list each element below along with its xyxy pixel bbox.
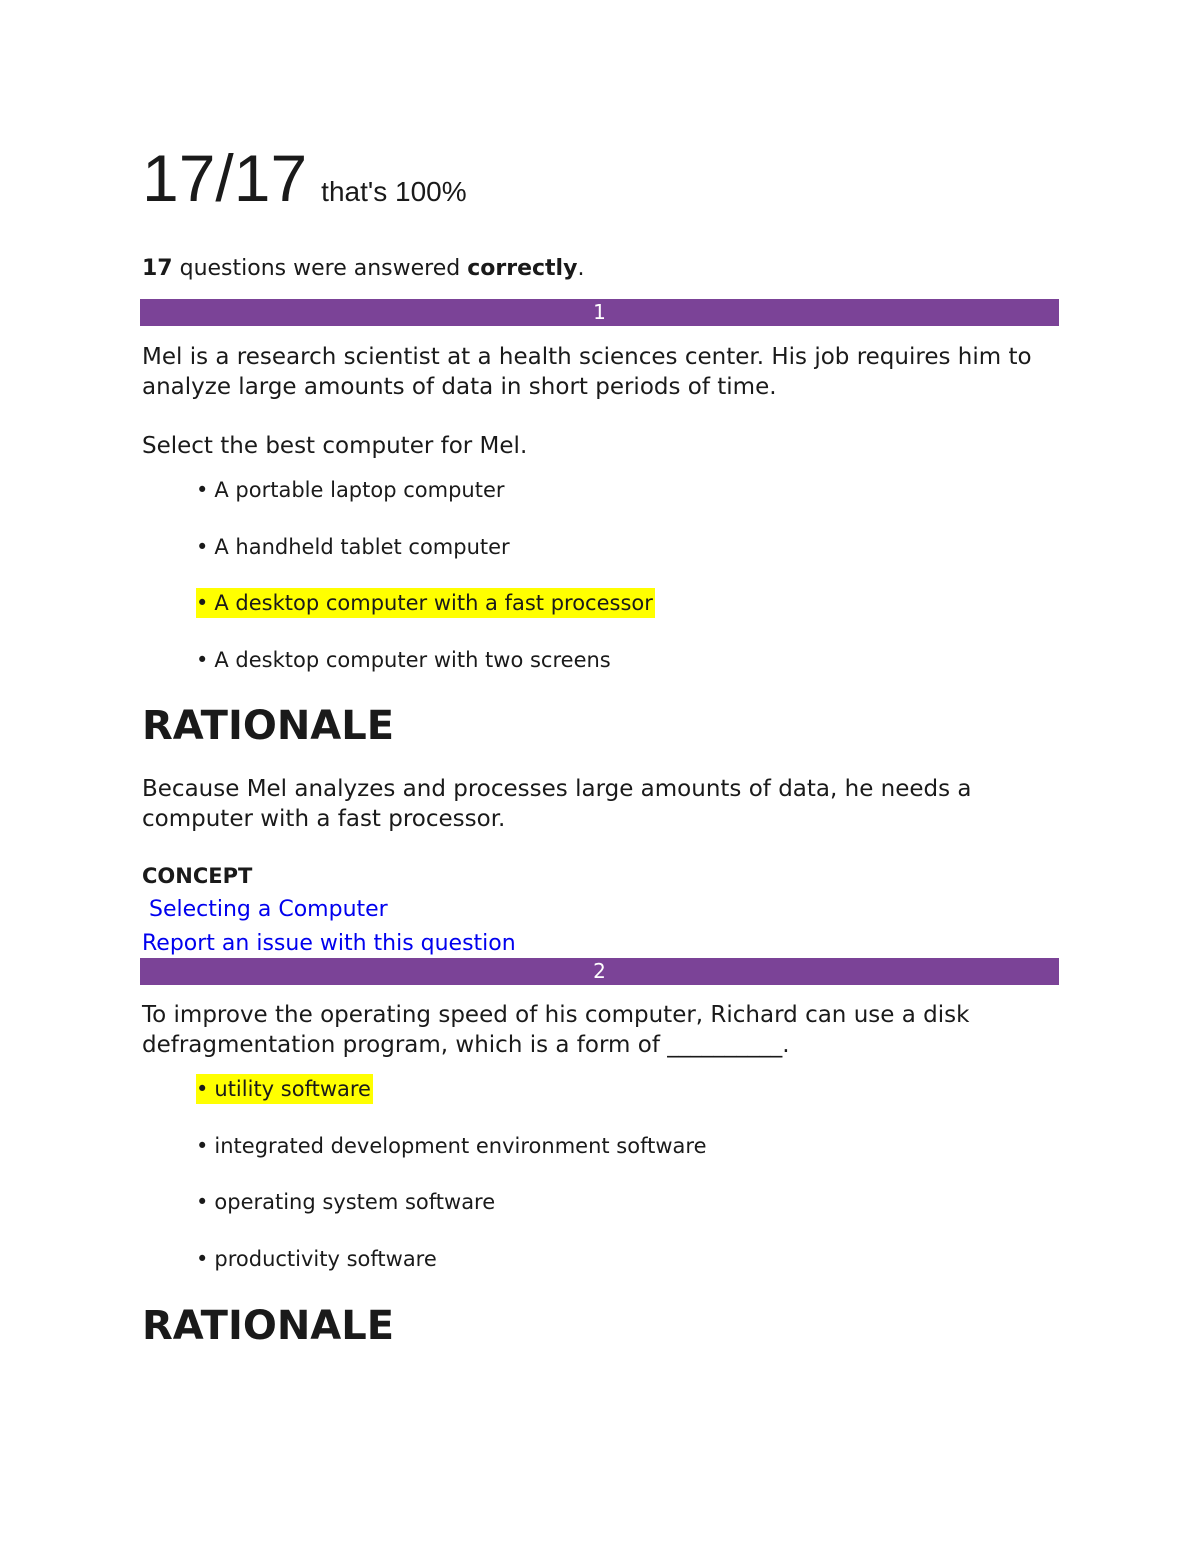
bullet-icon: • bbox=[196, 1247, 209, 1271]
bullet-icon: • bbox=[196, 535, 209, 559]
question-1-prompt: Mel is a research scientist at a health sciences center. His job requires him to analyze large amounts of data in short periods of time. bbox=[142, 344, 1032, 400]
option-item bbox=[196, 532, 510, 562]
question-1-instruction: Select the best computer for Mel. bbox=[142, 433, 528, 459]
bullet-icon: • bbox=[196, 1077, 209, 1101]
concept-label: CONCEPT bbox=[142, 864, 253, 888]
question-2-header-bar bbox=[140, 958, 1059, 985]
option-text: A desktop computer with a fast processor bbox=[214, 591, 653, 615]
bullet-icon: • bbox=[196, 1134, 209, 1158]
score-header bbox=[142, 140, 467, 216]
summary-middle: questions were answered bbox=[172, 256, 468, 281]
concept-link[interactable]: Selecting a Computer bbox=[149, 897, 388, 922]
correct-count: 17 bbox=[142, 256, 173, 281]
option-text: A handheld tablet computer bbox=[214, 535, 510, 559]
score-fraction: 17/17 bbox=[142, 141, 308, 215]
option-item bbox=[196, 1187, 495, 1217]
question-2-number: 2 bbox=[593, 959, 606, 983]
option-text: operating system software bbox=[214, 1190, 496, 1214]
question-2-prompt: To improve the operating speed of his computer, Richard can use a disk defragmentation program, which is a form of __________. bbox=[142, 1002, 970, 1058]
report-issue-link[interactable]: Report an issue with this question bbox=[142, 931, 516, 956]
summary-end: . bbox=[577, 256, 585, 281]
question-1-header-bar bbox=[140, 299, 1059, 326]
bullet-icon: • bbox=[196, 478, 209, 502]
results-summary bbox=[142, 256, 584, 281]
rationale-heading-2: RATIONALE bbox=[142, 1303, 395, 1349]
option-item bbox=[196, 475, 505, 505]
option-item bbox=[196, 645, 611, 675]
option-text: integrated development environment software bbox=[214, 1134, 707, 1158]
bullet-icon: • bbox=[196, 591, 209, 615]
option-text: utility software bbox=[214, 1077, 371, 1101]
bullet-icon: • bbox=[196, 648, 209, 672]
option-item-correct bbox=[196, 1074, 373, 1104]
rationale-text-1: Because Mel analyzes and processes large amounts of data, he needs a computer with a fast processor. bbox=[142, 776, 972, 832]
bullet-icon: • bbox=[196, 1190, 209, 1214]
option-text: productivity software bbox=[214, 1247, 437, 1271]
score-percent: that's 100% bbox=[321, 176, 467, 207]
option-item bbox=[196, 1131, 707, 1161]
option-text: A portable laptop computer bbox=[214, 478, 505, 502]
question-1-number: 1 bbox=[593, 300, 606, 324]
rationale-heading-1: RATIONALE bbox=[142, 703, 395, 749]
option-item bbox=[196, 1244, 437, 1274]
option-item-correct bbox=[196, 588, 655, 618]
option-text: A desktop computer with two screens bbox=[214, 648, 611, 672]
summary-word: correctly bbox=[467, 256, 578, 281]
